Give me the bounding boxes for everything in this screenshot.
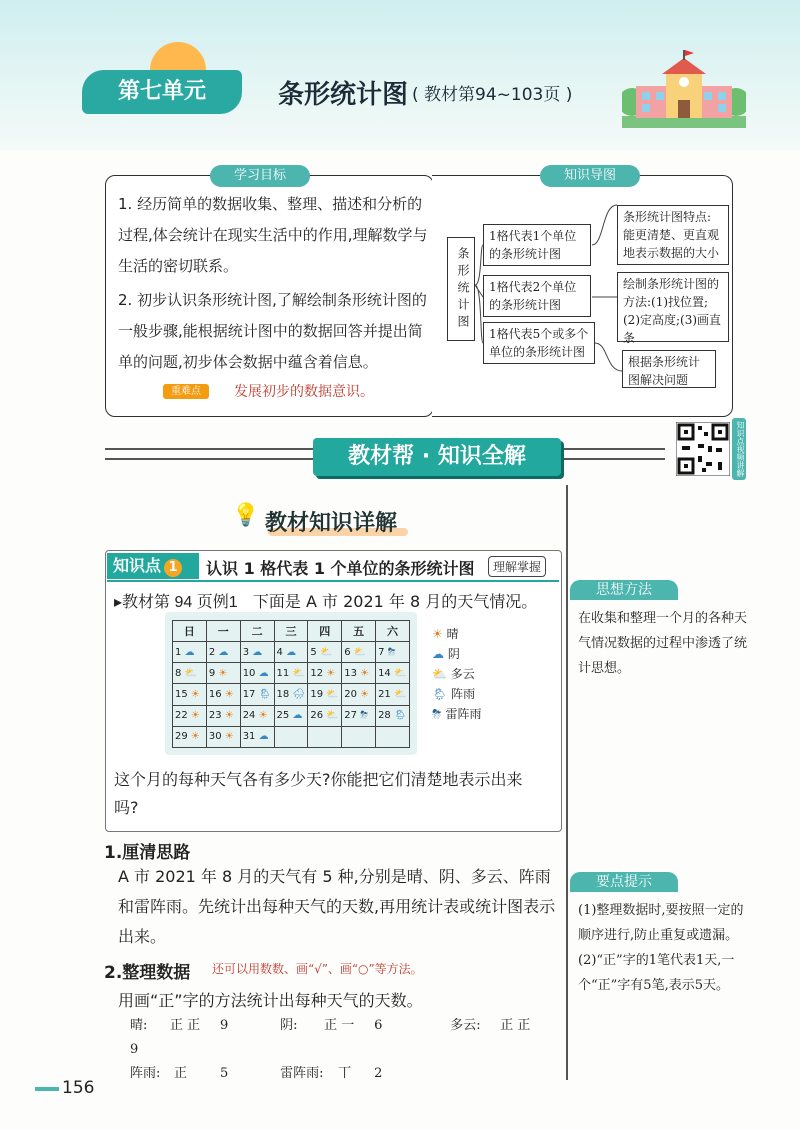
sunny-icon: ☀ [326,667,336,679]
key-difficulty-badge: 重难点 [163,384,209,399]
sunny-icon: ☀ [360,689,370,701]
unit-label: 第七单元 [82,70,242,114]
knowledge-point-label [107,553,199,579]
weather-calendar [172,620,410,748]
thunderstorm-icon: ⛈ [432,707,442,721]
calendar-day: 7 ⛈ [376,642,410,663]
calendar-day: 1 ☁ [173,642,207,663]
calendar-day: 3 ☁ [240,642,274,663]
knowledge-point-text: 知识点 [113,556,162,575]
calendar-day: 9 ☀ [206,663,240,684]
legend-sunny: ☀ 晴 [432,627,459,641]
overcast-icon: ☁ [218,646,229,658]
tally-marks: 丅 [338,1066,352,1081]
tally-label: 雷阵雨: [280,1066,324,1081]
tally-count: 6 [374,1018,383,1033]
shower-icon: 🌦 [258,689,272,701]
tally-count: 2 [374,1066,383,1081]
goal-item-1: 1. 经历简单的数据收集、整理、描述和分析的过程,体会统计在现实生活中的作用,理解数学与生活的密切联系。 [118,195,428,275]
tally-results [130,1014,560,1086]
tally-count: 9 [130,1042,139,1057]
sunny-icon: ☀ [190,710,200,722]
school-building-icon [622,50,746,128]
knowledge-point-number: 1 [164,559,182,577]
example-text: 下面是 A 市 2021 年 8 月的天气情况。 [252,592,538,611]
weekday-mon: 一 [206,621,240,642]
overcast-icon: ☁ [286,646,297,658]
calendar-day: 28 🌦 [376,705,410,726]
sunny-icon: ☀ [258,710,268,722]
overcast-icon: ☁ [432,647,444,661]
qr-code-icon[interactable] [676,422,730,476]
calendar-day: 17 🌦 [240,684,274,705]
cloudy-icon: ☁ [184,646,195,658]
calendar-day: 10 ☁ [240,663,274,684]
legend-cloudy: ⛅ 多云 [432,667,475,681]
thunderstorm-icon: ⛈ [360,710,369,722]
weekday-sun: 日 [173,621,207,642]
tally-marks: 正 正 [500,1018,531,1033]
tally-row-2 [130,1062,560,1086]
calendar-day: 30 ☀ [206,726,240,747]
calendar-day: 18 🌧 [274,684,308,705]
weekday-wed: 三 [274,621,308,642]
sunny-icon: ☀ [224,710,234,722]
example-ref: ▸教材第 94 页例1 [114,594,238,611]
mindmap-middle-3: 1格代表5个或多个单位的条形统计图 [483,322,595,364]
calendar-day: 23 ☀ [206,705,240,726]
weekday-thu: 四 [308,621,342,642]
overcast-icon: ☁ [292,710,303,722]
knowledge-point-heading: 认识 1 格代表 1 个单位的条形统计图 [206,559,475,578]
knowledge-map-tag: 知识导图 [540,165,640,187]
shower-icon: 🌦 [393,710,407,722]
calendar-day: 14 ⛅ [376,663,410,684]
overcast-icon: ☁ [258,731,269,743]
page-title: 条形统计图 [278,80,409,110]
calendar-day: 21 ⛅ [376,684,410,705]
calendar-day [376,726,410,747]
mindmap-middle-1: 1格代表1个单位的条形统计图 [483,224,591,266]
calendar-day [342,726,376,747]
cloudy-icon: ⛅ [326,689,339,701]
cloudy-icon: ⛅ [353,646,367,658]
calendar-day: 25 ☁ [274,705,308,726]
sunny-icon: ☀ [360,667,370,679]
calendar-day: 4 ☁ [274,642,308,663]
example-question: 这个月的每种天气各有多少天?你能把它们清楚地表示出来吗? [114,770,523,817]
sunny-icon: ☀ [432,627,443,641]
cloudy-icon: ⛅ [326,710,339,722]
section-text-1: A 市 2021 年 8 月的天气有 5 种,分别是晴、阴、多云、阵雨和雷阵雨。先统计出每种天气的天数,再用统计表或统计图表示出来。 [118,867,556,946]
goal-item-2: 2. 初步认识条形统计图,了解绘制条形统计图的一般步骤,能根据统计图中的数据回答并提出简单的问题,初步体会数据中蕴含着信息。 [118,291,427,371]
calendar-day: 13 ☀ [342,663,376,684]
calendar-day: 31 ☁ [240,726,274,747]
shower-icon: 🌧 [292,689,306,701]
calendar-day: 2 ☁ [206,642,240,663]
sunny-icon: ☀ [218,667,228,679]
sunny-icon: ☀ [224,731,234,743]
mindmap-right-1: 条形统计图特点:能更清楚、更直观地表示数据的大小 [617,205,729,265]
side-tag-tips: 要点提示 [570,872,678,892]
cloudy-icon: ⛅ [393,667,407,679]
side-tag-method: 思想方法 [570,580,678,600]
section-heading-1: 1.厘清思路 [104,843,191,863]
tally-marks: 正 正 [170,1018,201,1033]
legend-overcast: ☁ 阴 [432,647,460,661]
tally-count: 5 [220,1066,229,1081]
mindmap-middle-2: 1格代表2个单位的条形统计图 [483,275,591,317]
cloudy-icon: ⛅ [432,667,447,681]
subhead-title: 教材知识详解 [265,511,398,536]
sunny-icon: ☀ [190,731,200,743]
tally-row-1 [130,1014,560,1062]
legend-shower: 🌦 阵雨 [432,687,476,701]
tally-marks: 正 ⼀ [324,1018,355,1033]
calendar-day: 29 ☀ [173,726,207,747]
page-number: 156 [62,1078,95,1098]
calendar-day: 26 ⛅ [308,705,342,726]
calendar-day: 12 ☀ [308,663,342,684]
page-title-sub: ( 教材第94~103页 ) [412,85,573,105]
calendar-day [274,726,308,747]
cloudy-icon: ⛅ [319,646,333,658]
tally-marks: 正 [174,1066,188,1081]
calendar-day: 11 ⛅ [274,663,308,684]
cloudy-icon: ⛅ [184,667,198,679]
mastery-tag: 理解掌握 [488,556,546,577]
calendar-day [308,726,342,747]
calendar-day: 15 ☀ [173,684,207,705]
learning-goals-tag: 学习目标 [210,165,310,187]
mindmap-center: 条形统计图 [447,237,475,341]
side-text-method: 在收集和整理一个月的各种天气情况数据的过程中渗透了统计思想。 [578,611,748,676]
thunderstorm-icon: ⛈ [387,646,396,658]
tally-count: 9 [220,1018,229,1033]
tally-label: 阴: [280,1018,298,1033]
cloudy-icon: ⛅ [292,667,305,679]
sunny-icon: ☀ [190,689,200,701]
calendar-day: 20 ☀ [342,684,376,705]
calendar-day: 16 ☀ [206,684,240,705]
calendar-day: 24 ☀ [240,705,274,726]
page-number-bar [35,1087,59,1091]
section-text-2: 用画“正”字的方法统计出每种天气的天数。 [118,991,423,1010]
tally-label: 晴: [130,1018,148,1033]
handwritten-note: 发展初步的数据意识。 [234,384,374,400]
mindmap-right-3: 根据条形统计图解决问题 [622,350,716,388]
calendar-day: 5 ⛅ [308,642,342,663]
tally-label: 多云: [450,1018,481,1033]
side-column-divider [566,485,568,1080]
mindmap-right-2: 绘制条形统计图的方法:(1)找位置;(2)定高度;(3)画直条 [617,272,729,342]
overcast-icon: ☁ [252,646,263,658]
knowledge-header-line [107,580,559,582]
section-banner: 教材帮 · 知识全解 [313,438,561,476]
legend-thunderstorm: ⛈ 雷阵雨 [432,707,482,721]
cloudy-icon: ⛅ [393,689,407,701]
example-line [114,589,537,612]
weekday-fri: 五 [342,621,376,642]
calendar-day: 19 ⛅ [308,684,342,705]
shower-icon: 🌦 [432,687,448,701]
calendar-day: 6 ⛅ [342,642,376,663]
qr-side-label: 知识点视频讲解 [732,418,746,480]
weekday-tue: 二 [240,621,274,642]
overcast-icon: ☁ [258,667,269,679]
weather-legend [432,624,481,724]
calendar-day: 27 ⛈ [342,705,376,726]
handwritten-note-2: 还可以用数数、画“√”、画“○”等方法。 [212,962,423,976]
weekday-sat: 六 [376,621,410,642]
side-text-tips: (1)整理数据时,要按照一定的顺序进行,防止重复或遗漏。(2)“正”字的1笔代表1天,一个“正”字有5笔,表示5天。 [578,903,744,993]
calendar-day: 22 ☀ [173,705,207,726]
calendar-day: 8 ⛅ [173,663,207,684]
sunny-icon: ☀ [224,689,234,701]
lightbulb-icon: 💡 [232,503,260,528]
tally-label: 阵雨: [130,1066,161,1081]
section-heading-2: 2.整理数据 [104,963,191,983]
